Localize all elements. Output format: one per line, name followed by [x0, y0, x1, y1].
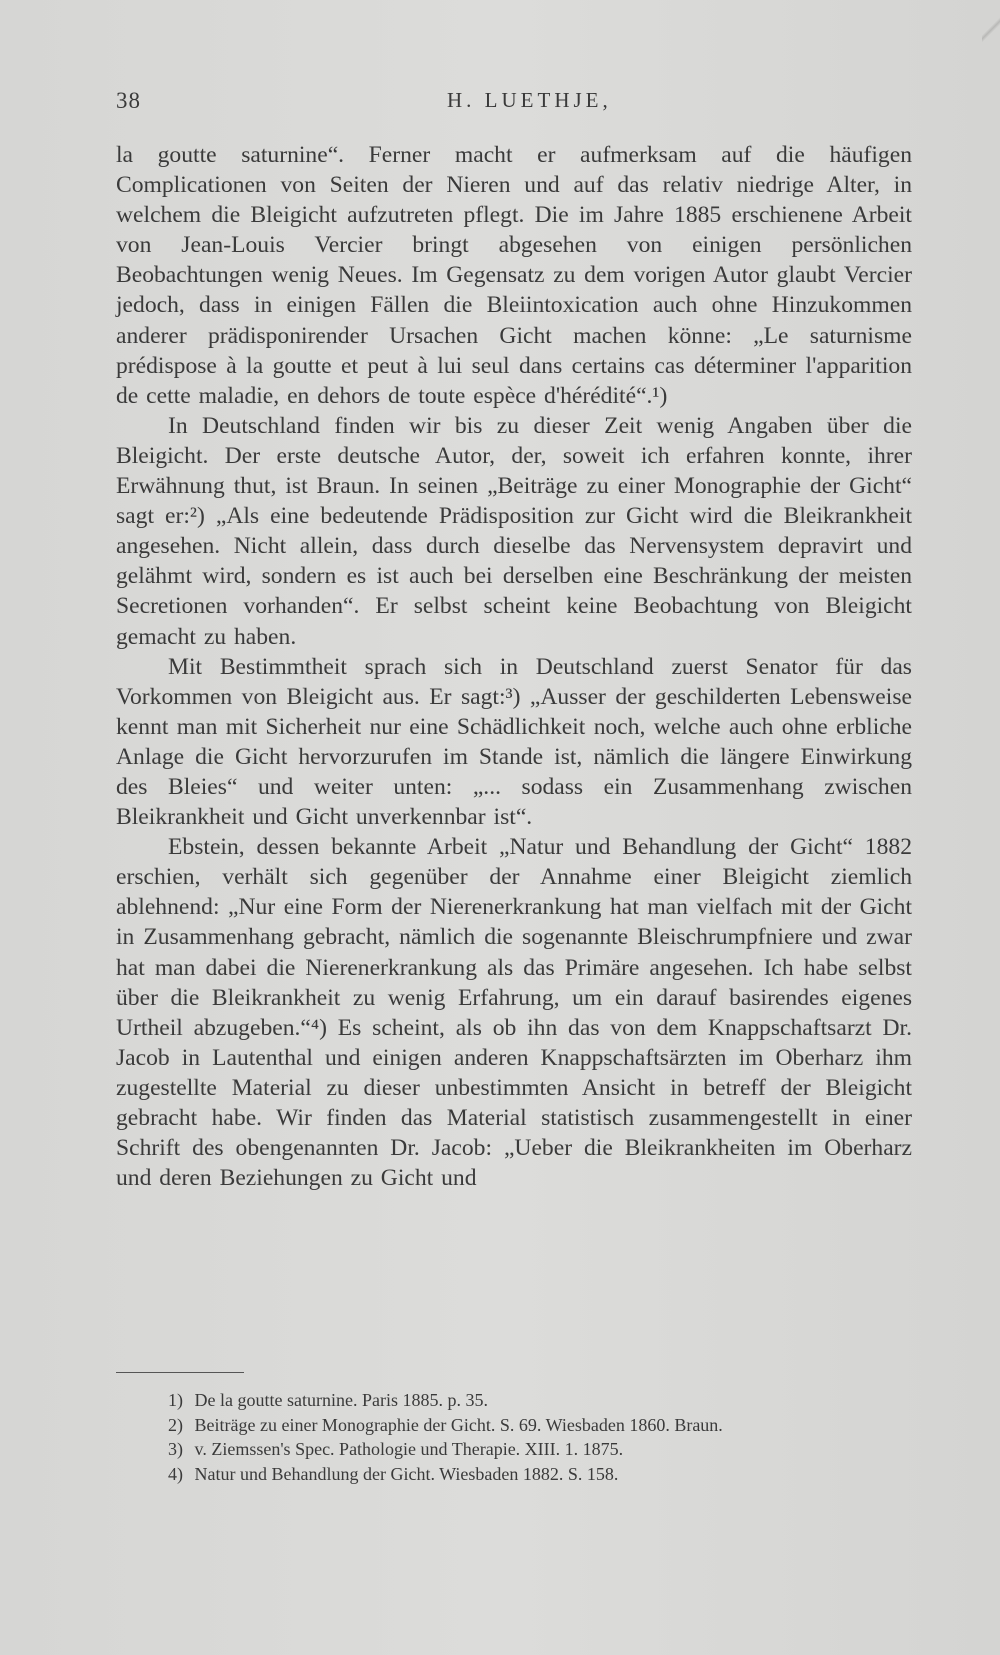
footnote-2 — [168, 1413, 928, 1438]
paragraph-2: In Deutschland finden wir bis zu dieser Zeit wenig Angaben über die Bleigicht. Der erste deutsche Autor, der, soweit ich erfahren konnte, ihrer Erwähnung thut, ist Braun. In seinen „Beiträge zu einer Monographie der Gicht“ sagt er:²) „Als eine bedeutende Prädisposition zur Gicht wird die Bleikrankheit angesehen. Nicht allein, dass durch dieselbe das Nervensystem depravirt und gelähmt wird, sondern es ist auch bei derselben eine Beschränkung der meisten Secretionen vorhanden“. Er selbst scheint keine Beobachtung von Bleigicht gemacht zu haben. — [116, 412, 912, 650]
paragraph-1: la goutte saturnine“. Ferner macht er aufmerksam auf die häufigen Complicationen von Seiten der Nieren und auf das relativ niedrige Alter, in welchem die Bleigicht aufzutreten pflegt. Die im Jahre 1885 erschienene Arbeit von Jean-Louis Vercier bringt abgesehen von einigen persönlichen Beobachtungen wenig Neues. Im Gegensatz zu dem vorigen Autor glaubt Vercier jedoch, dass in einigen Fällen die Bleiintoxication auch ohne Hinzukommen anderer prädisponirender Ursachen Gicht machen könne: „Le saturnisme prédispose à la goutte et peut à lui seul dans certains cas déterminer l'apparition de cette maladie, en dehors de toute espèce d'hérédité“.¹) — [116, 142, 912, 409]
paragraph-4: Ebstein, dessen bekannte Arbeit „Natur und Behandlung der Gicht“ 1882 erschien, verhält sich gegenüber der Annahme einer Bleigicht ziemlich ablehnend: „Nur eine Form der Nierenerkrankung hat man vielfach mit der Gicht in Zusammenhang gebracht, nämlich die sogenannte Bleischrumpfniere und zwar hat man dabei die Nierenerkrankung als das Primäre angesehen. Ich habe selbst über die Bleikrankheit zu wenig Erfahrung, um ein darauf basirendes eigenes Urtheil abzugeben.“⁴) Es scheint, als ob ihn das von dem Knappschaftsarzt Dr. Jacob in Lautenthal und einigen anderen Knappschaftsärzten im Oberharz ihm zugestellte Material zu dieser unbestimmten Ansicht in betreff der Bleigicht gebracht habe. Wir finden das Material statistisch zusammengestellt in einer Schrift des obengenannten Dr. Jacob: „Ueber die Bleikrankheiten im Oberharz und deren Beziehungen zu Gicht und — [116, 834, 912, 1192]
body-text — [116, 140, 912, 1193]
footnote-text: De la goutte saturnine. Paris 1885. p. 35. — [194, 1390, 488, 1410]
paragraph-3: Mit Bestimmtheit sprach sich in Deutschland zuerst Senator für das Vorkommen von Bleigicht aus. Er sagt:³) „Ausser der geschilderten Lebensweise kennt man mit Sicherheit nur eine Schädlichkeit noch, welche auch ohne erbliche Anlage die Gicht hervorzurufen im Stande ist, nämlich die längere Einwirkung des Bleies“ und weiter unten: „... sodass ein Zusammenhang zwischen Bleikrankheit und Gicht unverkennbar ist“. — [116, 653, 912, 831]
footnotes — [168, 1388, 928, 1486]
page-edge-mark — [982, 0, 1000, 60]
footnote-1 — [168, 1388, 928, 1413]
footnote-text: v. Ziemssen's Spec. Pathologie und Therapie. XIII. 1. 1875. — [194, 1439, 624, 1459]
footnote-number: 3) — [168, 1439, 183, 1459]
footnote-text: Beiträge zu einer Monographie der Gicht. S. 69. Wiesbaden 1860. Braun. — [194, 1414, 723, 1435]
footnote-text: Natur und Behandlung der Gicht. Wiesbaden 1882. S. 158. — [194, 1463, 619, 1484]
running-head: H. LUETHJE, — [447, 88, 612, 112]
page-number: 38 — [116, 88, 141, 113]
footnote-rule — [116, 1372, 244, 1373]
footnote-number: 4) — [168, 1463, 183, 1484]
footnote-3 — [168, 1437, 928, 1462]
footnote-number: 2) — [168, 1414, 183, 1435]
footnote-4 — [168, 1462, 928, 1487]
footnote-number: 1) — [168, 1390, 183, 1410]
